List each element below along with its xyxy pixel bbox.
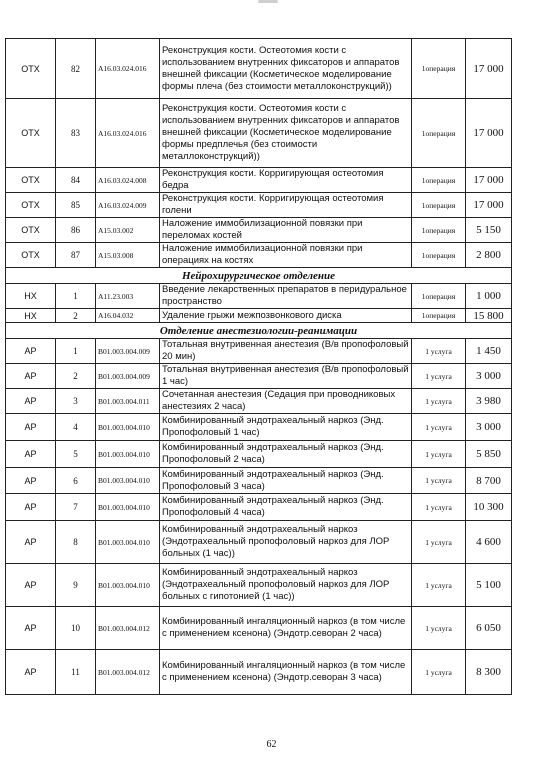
row-number-cell: 3 (56, 389, 96, 414)
row-number-cell: 85 (56, 193, 96, 218)
service-code-cell: B01.003.004.009 (96, 339, 160, 364)
service-code-cell: A15.03.008 (96, 243, 160, 268)
row-number-cell: 83 (56, 99, 96, 168)
row-number-cell: 87 (56, 243, 96, 268)
table-row (6, 168, 512, 193)
service-name-cell: Реконструкция кости. Остеотомия кости с использованием внутренних фиксаторов и аппаратов внешней фиксации (Косметическое моделирование формы плеча (без стоимости металлоконструкций)) (160, 39, 412, 99)
service-code-cell: A16.03.024.016 (96, 39, 160, 99)
table-row (6, 364, 512, 389)
table-row (6, 309, 512, 323)
row-number-cell: 9 (56, 564, 96, 607)
service-name-cell: Удаление грыжи межпозвонкового диска (160, 309, 412, 323)
service-name-cell: Введение лекарственных препаратов в перидуральное пространство (160, 284, 412, 309)
row-number-cell: 7 (56, 494, 96, 521)
unit-cell: 1 услуга (412, 494, 466, 521)
unit-cell: 1операция (412, 39, 466, 99)
row-number-cell: 84 (56, 168, 96, 193)
table-row (6, 339, 512, 364)
service-code-cell: B01.003.004.010 (96, 494, 160, 521)
unit-cell: 1 услуга (412, 414, 466, 441)
department-cell: ОТХ (6, 243, 56, 268)
table-row (6, 494, 512, 521)
service-name-cell: Реконструкция кости. Корригирующая остеотомия голени (160, 193, 412, 218)
service-code-cell: B01.003.004.011 (96, 389, 160, 414)
service-name-cell: Сочетанная анестезия (Седация при проводниковых анестезиях 2 часа) (160, 389, 412, 414)
department-cell: АР (6, 414, 56, 441)
service-code-cell: A15.03.002 (96, 218, 160, 243)
scan-mark (258, 0, 278, 3)
row-number-cell: 1 (56, 339, 96, 364)
table-row (6, 564, 512, 607)
price-cell: 5 150 (466, 218, 512, 243)
table-row (6, 218, 512, 243)
unit-cell: 1операция (412, 309, 466, 323)
price-cell: 4 600 (466, 521, 512, 564)
price-cell: 8 700 (466, 468, 512, 494)
table-row (6, 414, 512, 441)
service-code-cell: B01.003.004.010 (96, 564, 160, 607)
row-number-cell: 5 (56, 441, 96, 468)
table-row (6, 99, 512, 168)
row-number-cell: 82 (56, 39, 96, 99)
price-cell: 5 850 (466, 441, 512, 468)
row-number-cell: 4 (56, 414, 96, 441)
service-name-cell: Тотальная внутривенная анестезия (В/в пропофоловый 20 мин) (160, 339, 412, 364)
table-row (6, 468, 512, 494)
row-number-cell: 2 (56, 309, 96, 323)
service-code-cell: B01.003.004.010 (96, 414, 160, 441)
price-cell: 3 980 (466, 389, 512, 414)
section-title: Нейрохирургическое отделение (6, 268, 512, 284)
table-row (6, 284, 512, 309)
page-number: 62 (266, 739, 277, 750)
department-cell: АР (6, 441, 56, 468)
row-number-cell: 2 (56, 364, 96, 389)
service-name-cell: Наложение иммобилизационной повязки при переломах костей (160, 218, 412, 243)
service-name-cell: Реконструкция кости. Корригирующая остеотомия бедра (160, 168, 412, 193)
unit-cell: 1операция (412, 243, 466, 268)
price-cell: 17 000 (466, 39, 512, 99)
department-cell: АР (6, 607, 56, 650)
price-cell: 3 000 (466, 414, 512, 441)
service-code-cell: B01.003.004.009 (96, 364, 160, 389)
department-cell: ОТХ (6, 99, 56, 168)
price-cell: 17 000 (466, 168, 512, 193)
department-cell: ОТХ (6, 39, 56, 99)
department-cell: АР (6, 521, 56, 564)
department-cell: АР (6, 650, 56, 695)
department-cell: ОТХ (6, 218, 56, 243)
service-code-cell: A16.03.024.009 (96, 193, 160, 218)
section-title: Отделение анестезиологии-реанимации (6, 323, 512, 339)
service-code-cell: A16.03.024.008 (96, 168, 160, 193)
department-cell: АР (6, 389, 56, 414)
service-name-cell: Тотальная внутривенная анестезия (В/в пропофоловый 1 час) (160, 364, 412, 389)
row-number-cell: 1 (56, 284, 96, 309)
table-row (6, 193, 512, 218)
unit-cell: 1операция (412, 193, 466, 218)
department-cell: АР (6, 364, 56, 389)
table-row (6, 521, 512, 564)
price-cell: 8 300 (466, 650, 512, 695)
row-number-cell: 11 (56, 650, 96, 695)
department-cell: АР (6, 468, 56, 494)
price-cell: 1 000 (466, 284, 512, 309)
price-cell: 5 100 (466, 564, 512, 607)
section-header-row (6, 323, 512, 339)
unit-cell: 1 услуга (412, 441, 466, 468)
unit-cell: 1 услуга (412, 339, 466, 364)
service-code-cell: B01.003.004.010 (96, 441, 160, 468)
unit-cell: 1 услуга (412, 468, 466, 494)
table-row (6, 389, 512, 414)
price-cell: 2 800 (466, 243, 512, 268)
price-cell: 3 000 (466, 364, 512, 389)
row-number-cell: 86 (56, 218, 96, 243)
service-name-cell: Комбинированный ингаляционный наркоз (в том числе с применением ксенона) (Эндотр.севоран 3 часа) (160, 650, 412, 695)
service-code-cell: A11.23.003 (96, 284, 160, 309)
price-cell: 1 450 (466, 339, 512, 364)
service-code-cell: B01.003.004.010 (96, 521, 160, 564)
unit-cell: 1операция (412, 99, 466, 168)
service-name-cell: Комбинированный эндотрахеальный наркоз (Энд. Пропофоловый 4 часа) (160, 494, 412, 521)
unit-cell: 1операция (412, 284, 466, 309)
table-row (6, 650, 512, 695)
service-name-cell: Реконструкция кости. Остеотомия кости с использованием внутренних фиксаторов и аппаратов внешней фиксации (Косметическое моделирование формы предплечья (без стоимости металлоконструкций)) (160, 99, 412, 168)
service-code-cell: B01.003.004.012 (96, 650, 160, 695)
price-cell: 10 300 (466, 494, 512, 521)
price-cell: 17 000 (466, 99, 512, 168)
service-name-cell: Комбинированный эндотрахеальный наркоз (Энд. Пропофоловый 2 часа) (160, 441, 412, 468)
unit-cell: 1 услуга (412, 607, 466, 650)
department-cell: АР (6, 564, 56, 607)
department-cell: АР (6, 339, 56, 364)
unit-cell: 1 услуга (412, 364, 466, 389)
service-name-cell: Комбинированный эндотрахеальный наркоз (Эндотрахеальный пропофоловый наркоз для ЛОР больных с гипотонией (1 час)) (160, 564, 412, 607)
unit-cell: 1операция (412, 218, 466, 243)
row-number-cell: 8 (56, 521, 96, 564)
row-number-cell: 6 (56, 468, 96, 494)
price-cell: 15 800 (466, 309, 512, 323)
price-cell: 17 000 (466, 193, 512, 218)
price-list-table (5, 38, 512, 695)
unit-cell: 1 услуга (412, 564, 466, 607)
service-code-cell: A16.03.024.016 (96, 99, 160, 168)
unit-cell: 1 услуга (412, 521, 466, 564)
department-cell: ОТХ (6, 168, 56, 193)
table-row (6, 441, 512, 468)
service-code-cell: A16.04.032 (96, 309, 160, 323)
service-name-cell: Комбинированный ингаляционный наркоз (в том числе с применением ксенона) (Эндотр.севоран 2 часа) (160, 607, 412, 650)
table-row (6, 39, 512, 99)
service-code-cell: B01.003.004.010 (96, 468, 160, 494)
row-number-cell: 10 (56, 607, 96, 650)
department-cell: ОТХ (6, 193, 56, 218)
unit-cell: 1операция (412, 168, 466, 193)
service-name-cell: Комбинированный эндотрахеальный наркоз (Энд. Пропофоловый 3 часа) (160, 468, 412, 494)
department-cell: НХ (6, 309, 56, 323)
service-name-cell: Комбинированный эндотрахеальный наркоз (Энд. Пропофоловый 1 час) (160, 414, 412, 441)
department-cell: НХ (6, 284, 56, 309)
service-name-cell: Комбинированный эндотрахеальный наркоз (Эндотрахеальный пропофоловый наркоз для ЛОР больных (1 час)) (160, 521, 412, 564)
service-name-cell: Наложение иммобилизационной повязки при операциях на костях (160, 243, 412, 268)
department-cell: АР (6, 494, 56, 521)
unit-cell: 1 услуга (412, 389, 466, 414)
price-cell: 6 050 (466, 607, 512, 650)
table-row (6, 607, 512, 650)
unit-cell: 1 услуга (412, 650, 466, 695)
table-row (6, 243, 512, 268)
service-code-cell: B01.003.004.012 (96, 607, 160, 650)
section-header-row (6, 268, 512, 284)
